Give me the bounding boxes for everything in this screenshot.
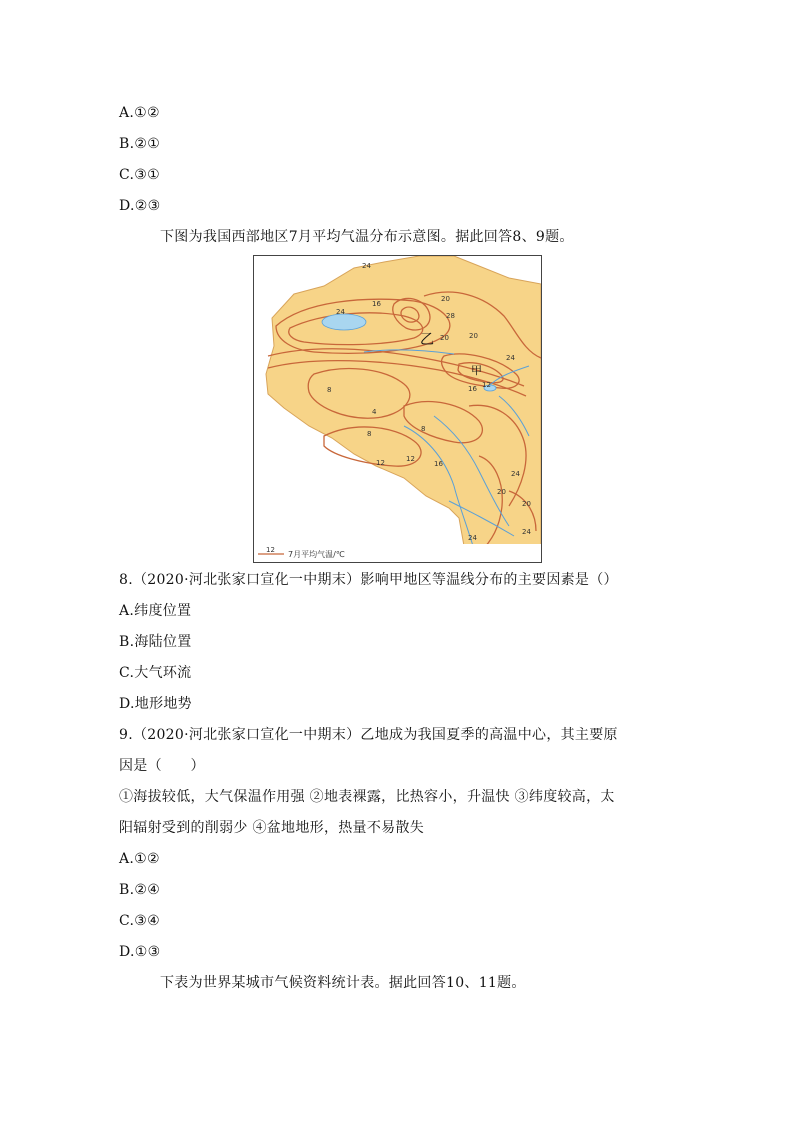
q9-option-b: B.②④ [119, 882, 161, 898]
map-svg [254, 256, 541, 562]
isotherm-label: 20 [440, 334, 449, 342]
isotherm-label: 16 [372, 300, 381, 308]
option-a-prev: A.①② [119, 105, 160, 121]
isotherm-label: 24 [506, 354, 515, 362]
isotherm-label: 4 [372, 408, 377, 416]
place-label-yi: 乙 [420, 332, 434, 348]
q9-stem-line1: 9.（2020·河北张家口宣化一中期末）乙地成为我国夏季的高温中心，其主要原 [119, 727, 618, 743]
place-label-jia: 甲 [471, 364, 482, 377]
intro-map-text: 下图为我国西部地区7月平均气温分布示意图。据此回答8、9题。 [160, 229, 574, 245]
isotherm-label: 12 [482, 381, 491, 389]
isotherm-label: 8 [367, 430, 372, 438]
q9-option-c: C.③④ [119, 913, 160, 929]
intro-table-text: 下表为世界某城市气候资料统计表。据此回答10、11题。 [160, 975, 526, 991]
q8-option-d: D.地形地势 [119, 696, 192, 712]
isotherm-label: 16 [468, 385, 477, 393]
isotherm-label: 24 [362, 262, 371, 270]
isotherm-label: 24 [522, 528, 531, 536]
isotherm-label: 20 [469, 332, 478, 340]
legend-sample-value: 12 [266, 546, 275, 554]
isotherm-label: 16 [434, 460, 443, 468]
isotherm-label: 20 [522, 500, 531, 508]
temperature-map [253, 255, 542, 563]
option-c-prev: C.③① [119, 167, 160, 183]
isotherm-label: 28 [446, 312, 455, 320]
lake [322, 314, 366, 330]
isotherm-label: 24 [511, 470, 520, 478]
q9-option-a: A.①② [119, 851, 160, 867]
q8-option-b: B.海陆位置 [119, 634, 192, 650]
q9-choices-line2: 阳辐射受到的削弱少 ④盆地地形，热量不易散失 [119, 820, 425, 836]
isotherm-label: 12 [406, 455, 415, 463]
option-b-prev: B.②① [119, 136, 161, 152]
isotherm-label: 8 [327, 386, 332, 394]
q8-stem: 8.（2020·河北张家口宣化一中期末）影响甲地区等温线分布的主要因素是（） [119, 572, 618, 588]
legend-label: 7月平均气温/℃ [288, 550, 345, 559]
isotherm-label: 12 [376, 459, 385, 467]
q8-option-a: A.纬度位置 [119, 603, 192, 619]
isotherm-label: 24 [468, 534, 477, 542]
option-d-prev: D.②③ [119, 198, 161, 214]
isotherm-label: 24 [336, 308, 345, 316]
q9-stem-line2: 因是（ ） [119, 758, 205, 774]
isotherm-label: 20 [441, 295, 450, 303]
q8-option-c: C.大气环流 [119, 665, 192, 681]
q9-option-d: D.①③ [119, 944, 161, 960]
q9-choices-line1: ①海拔较低，大气保温作用强 ②地表裸露，比热容小，升温快 ③纬度较高，太 [119, 789, 615, 805]
isotherm-label: 8 [421, 425, 426, 433]
isotherm-label: 20 [497, 488, 506, 496]
